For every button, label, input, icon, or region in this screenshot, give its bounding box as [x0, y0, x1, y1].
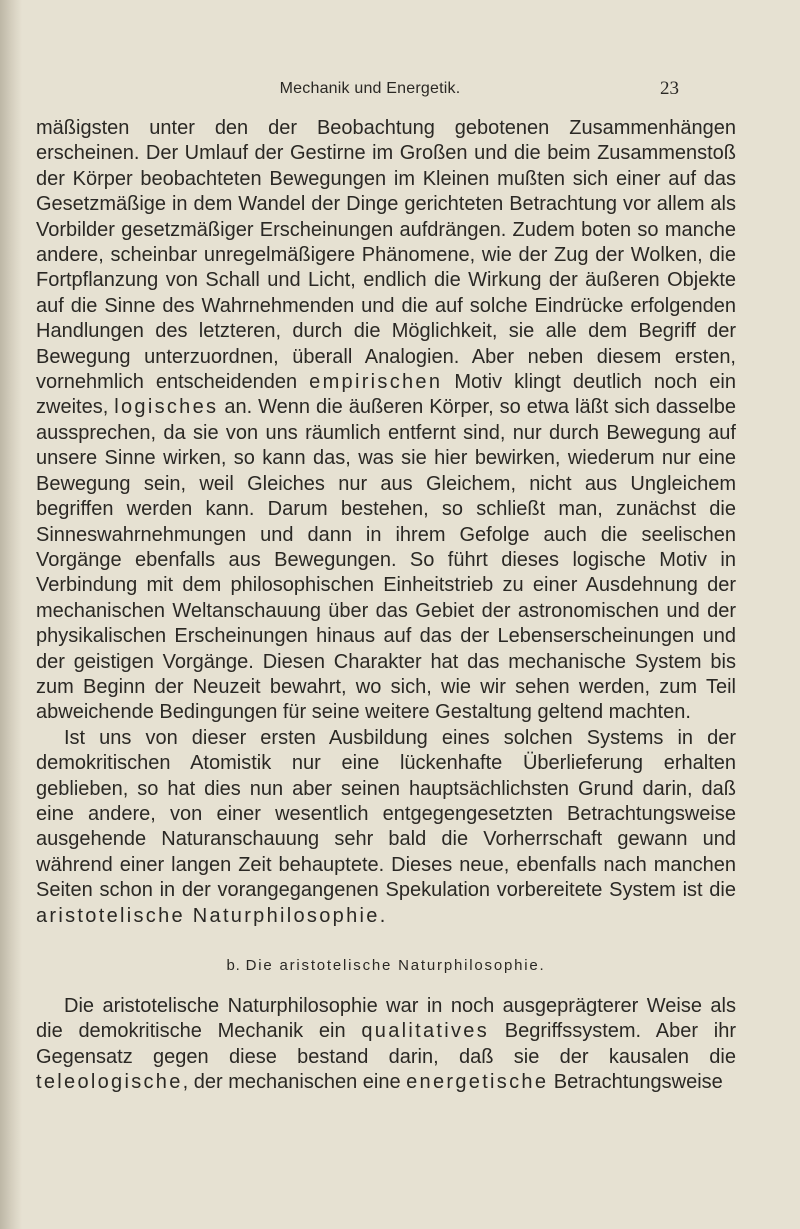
paragraph-3-text-c: , der mechanischen eine — [182, 1071, 407, 1094]
paragraph-1-text-b: Motiv klingt deutlich noch ein zweites, — [36, 371, 736, 419]
page-header — [0, 80, 800, 104]
emphasis-qualitatives: qualitatives — [361, 1020, 490, 1043]
emphasis-logisches: logisches — [114, 396, 219, 419]
body-text — [36, 116, 736, 1096]
paragraph-3-text-b: Begriffssystem. Aber ihr Gegensatz gegen diese bestand darin, daß sie der kausalen die — [36, 1020, 736, 1068]
running-title: Mechanik und Energetik. — [279, 80, 461, 97]
paragraph-1-text-a: mäßigsten unter den der Beobachtung gebotenen Zusammenhängen erscheinen. Der Umlauf der Gestirne im Großen und die beim Zusammenstoß der Körper beobachteten Bewegungen im Kleinen mußten sich einer auf das Gesetzmäßige in dem Wandel der Dinge gerichteten Betrachtung vor allem als Vorbilder gesetzmäßiger Erscheinungen aufdrängen. Zudem boten so manche andere, scheinbar unregelmäßigere Phänomene, wie der Zug der Wolken, die Fortpflanzung von Schall und Licht, endlich die Wirkung der äußeren Objekte auf die Sinne des Wahrnehmenden und die auf solche Eindrücke erfolgenden Handlungen des letzteren, durch die Möglichkeit, sie alle dem Begriff der Bewegung unterzuordnen, überall Analogien. Aber neben diesem ersten, vornehmlich entscheidenden — [36, 117, 736, 394]
section-label: b. — [226, 957, 241, 974]
emphasis-empirischen: empirischen — [309, 371, 443, 394]
paragraph-1 — [36, 116, 736, 726]
emphasis-energetische: energetische — [406, 1071, 549, 1094]
paragraph-2-text-b: . — [379, 904, 386, 927]
paragraph-3-text-a: Die aristotelische Naturphilosophie war in noch ausgeprägterer Weise als die demokritische Mechanik ein — [36, 995, 736, 1043]
paragraph-3 — [36, 994, 736, 1096]
paragraph-3-text-d: Betrachtungsweise — [548, 1071, 723, 1094]
paragraph-1-text-c: an. Wenn die äußeren Körper, so etwa läßt sich dasselbe aussprechen, da sie von uns räumlich entfernt sind, nur durch Bewegung auf unsere Sinne wirken, so kann das, was sie hier bewirken, wiederum nur eine Bewegung sein, weil Gleiches nur aus Gleichem, nicht aus Ungleichem begriffen werden kann. Darum bestehen, so schließt man, zunächst die Sinneswahrnehmungen und dann in ihrem Gefolge auch die seelischen Vorgänge ebenfalls aus Bewegungen. So führt dieses logische Motiv in Verbindung mit dem philosophischen Einheitstrieb zu einer Ausdehnung der mechanischen Weltanschauung über das Gebiet der astronomischen und der physikalischen Erscheinungen hinaus auf das der Lebenserscheinungen und der geistigen Vorgänge. Diesen Charakter hat das mechanische System bis zum Beginn der Neuzeit bewahrt, wo sich, wie wir sehen werden, zum Teil abweichende Bedingungen für seine weitere Gestaltung geltend machten. — [36, 396, 736, 724]
section-title: Die aristotelische Naturphilosophie. — [245, 957, 546, 974]
emphasis-teleologische: teleologische — [36, 1071, 183, 1094]
emphasis-aristotelische-naturphilosophie: aristotelische Naturphilosophie — [36, 904, 380, 927]
page-number: 23 — [660, 78, 679, 99]
paragraph-2 — [36, 726, 736, 929]
paragraph-2-text-a: Ist uns von dieser ersten Ausbildung eines solchen Systems in der demokritischen Atomistik nur eine lückenhafte Überlieferung erhalten geblieben, so hat dies nun aber seinen hauptsächlichsten Grund darin, daß eine andere, von einer wesentlich entgegengesetzten Betrachtungsweise ausgehende Naturanschauung sehr bald die Vorherrschaft gewann und während einer langen Zeit behauptete. Dieses neue, ebenfalls nach manchen Seiten schon in der vorangegangenen Spekulation vorbereitete System ist die — [36, 726, 736, 902]
section-heading — [36, 957, 736, 974]
